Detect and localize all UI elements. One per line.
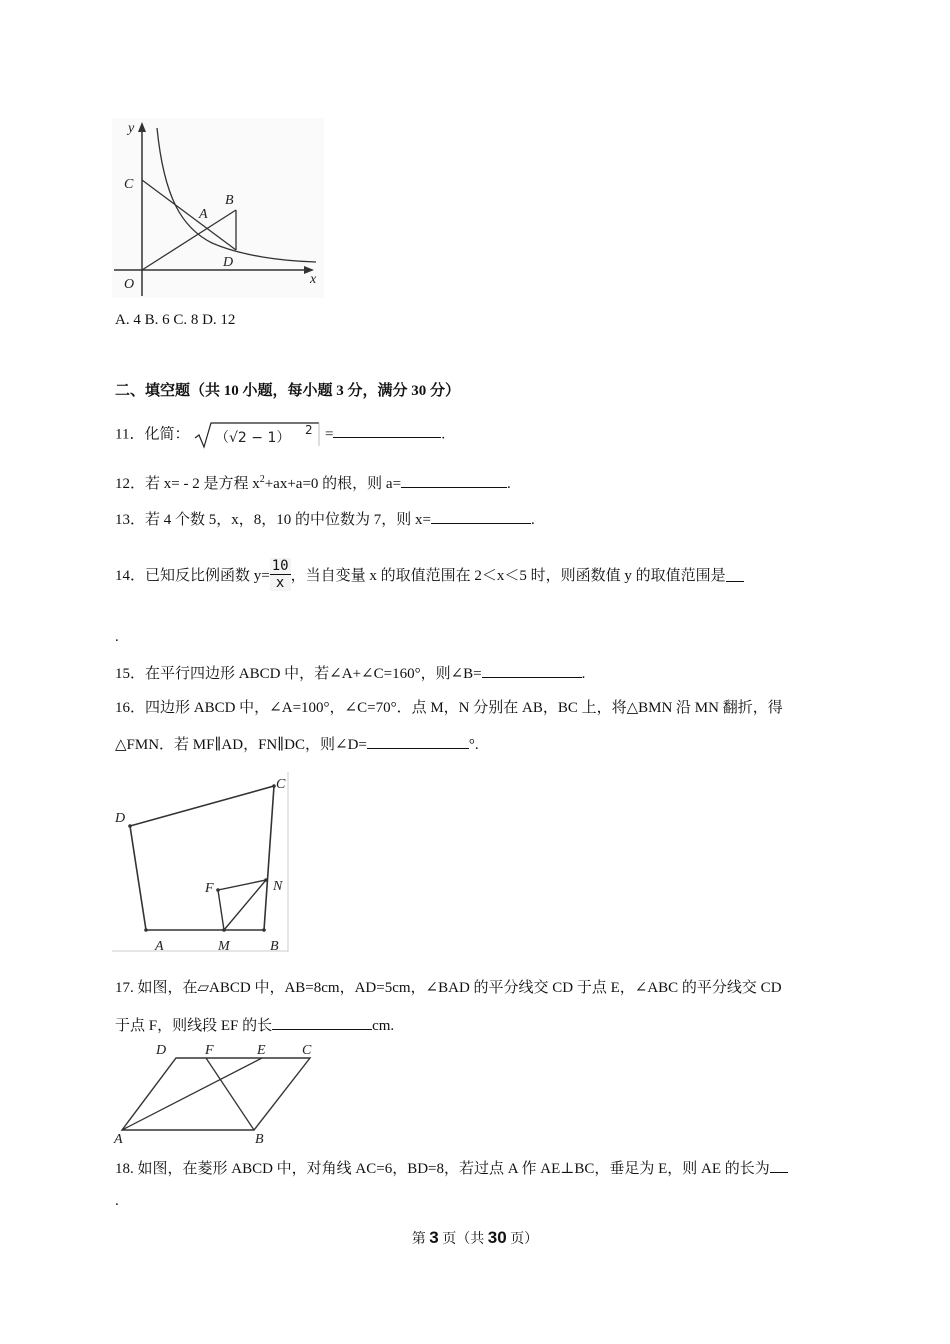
label-M: M (218, 939, 230, 954)
q12-text2: +ax+a=0 的根，则 a= (264, 476, 402, 492)
q10-figure (112, 118, 324, 298)
question-16-line1: 16．四边形 ABCD 中，∠A=100°，∠C=70°．点 M，N 分别在 AB，BC 上，将△BMN 沿 MN 翻折，得 (115, 700, 783, 716)
bisector-AE (122, 1058, 262, 1130)
q14-dot: . (115, 629, 119, 645)
q11-answer-blank[interactable] (333, 423, 441, 438)
q14-fraction (270, 558, 291, 591)
footer-pre: 第 (411, 1232, 426, 1247)
label-x: x (310, 272, 317, 287)
quadrilateral-ABCD (130, 786, 274, 930)
q18-text: 18. 如图，在菱形 ABCD 中，对角线 AC=6，BD=8，若过点 A 作 AE⊥BC，垂足为 E，则 AE 的长为 (115, 1161, 770, 1177)
q14-denominator: x (275, 574, 285, 591)
q12-answer-blank[interactable] (401, 473, 507, 488)
q17-figure (112, 1040, 318, 1146)
q13-end: . (530, 512, 535, 528)
q17-line2-text: 于点 F，则线段 EF 的长 (115, 1018, 273, 1034)
q14-numerator: 10 (271, 557, 289, 574)
question-16-line2 (115, 733, 479, 754)
label-B: B (225, 193, 234, 208)
q11-exponent: 2 (305, 423, 313, 437)
question-17-line1: 17. 如图，在▱ABCD 中，AB=8cm，AD=5cm，∠BAD 的平分线交 CD 于点 E，∠ABC 的平分线交 CD (115, 980, 782, 996)
question-14 (115, 552, 744, 596)
question-17-line2 (115, 1014, 394, 1035)
parallelogram-ABCD (122, 1058, 310, 1130)
label-C: C (276, 777, 286, 792)
label-D: D (223, 255, 234, 270)
q15-answer-blank[interactable] (482, 663, 582, 678)
label-F: F (205, 881, 214, 896)
q11-sqrt-expression (193, 420, 321, 450)
q12-text: 12．若 x= ‑ 2 是方程 x (115, 476, 260, 492)
label-B: B (270, 939, 279, 954)
q16-figure (112, 772, 290, 954)
q15-end: . (581, 666, 586, 682)
section-title: 二、填空题（共 10 小题，每小题 3 分，满分 30 分） (115, 383, 461, 399)
q11-prefix: 11．化简： (115, 426, 190, 443)
q18-dot: . (115, 1193, 119, 1209)
page-footer (0, 1228, 950, 1248)
q14-suffix: ，当自变量 x 的取值范围在 2＜x＜5 时，则函数值 y 的取值范围是 (290, 567, 726, 584)
label-E: E (257, 1043, 266, 1058)
label-A: A (114, 1132, 123, 1146)
label-B: B (255, 1132, 264, 1146)
label-D: D (156, 1043, 167, 1058)
q11-equals: = (324, 426, 334, 443)
q17-answer-blank[interactable] (272, 1015, 372, 1030)
q12-sup: 2 (259, 474, 265, 485)
label-y: y (128, 121, 135, 136)
q13-text: 13．若 4 个数 5，x，8，10 的中位数为 7，则 x= (115, 512, 431, 528)
triangle-FMN (218, 880, 266, 930)
q16-answer-blank[interactable] (367, 734, 469, 749)
bisector-BF (206, 1058, 254, 1130)
question-18 (115, 1157, 788, 1178)
footer-mid: 页（共 (442, 1232, 485, 1247)
label-A: A (155, 939, 164, 954)
label-A: A (199, 207, 208, 222)
label-C: C (302, 1043, 312, 1058)
footer-post: 页） (510, 1232, 539, 1247)
q13-answer-blank[interactable] (431, 509, 531, 524)
q15-text: 15．在平行四边形 ABCD 中，若∠A+∠C=160°，则∠B= (115, 666, 482, 682)
q14-prefix: 14．已知反比例函数 y= (115, 567, 270, 584)
footer-total-pages: 30 (487, 1228, 507, 1247)
footer-page-number: 3 (429, 1228, 439, 1247)
question-11 (115, 420, 445, 450)
q16-end: °. (468, 737, 479, 753)
q16-line2-text: △FMN．若 MF∥AD，FN∥DC，则∠D= (115, 737, 367, 753)
label-O: O (124, 277, 135, 292)
q12-end: . (507, 476, 511, 492)
question-15 (115, 662, 585, 683)
label-N: N (273, 879, 283, 894)
q11-end: . (441, 426, 446, 443)
q10-options: A. 4 B. 6 C. 8 D. 12 (115, 312, 236, 328)
q14-answer-blank[interactable] (726, 567, 744, 582)
label-F: F (205, 1043, 214, 1058)
label-C: C (124, 177, 134, 192)
q11-inner: （√2 − 1） (215, 430, 291, 446)
q18-answer-blank[interactable] (770, 1158, 788, 1173)
question-13 (115, 508, 535, 529)
q17-end: cm. (372, 1018, 395, 1034)
question-12 (115, 472, 511, 493)
label-D: D (115, 811, 126, 826)
